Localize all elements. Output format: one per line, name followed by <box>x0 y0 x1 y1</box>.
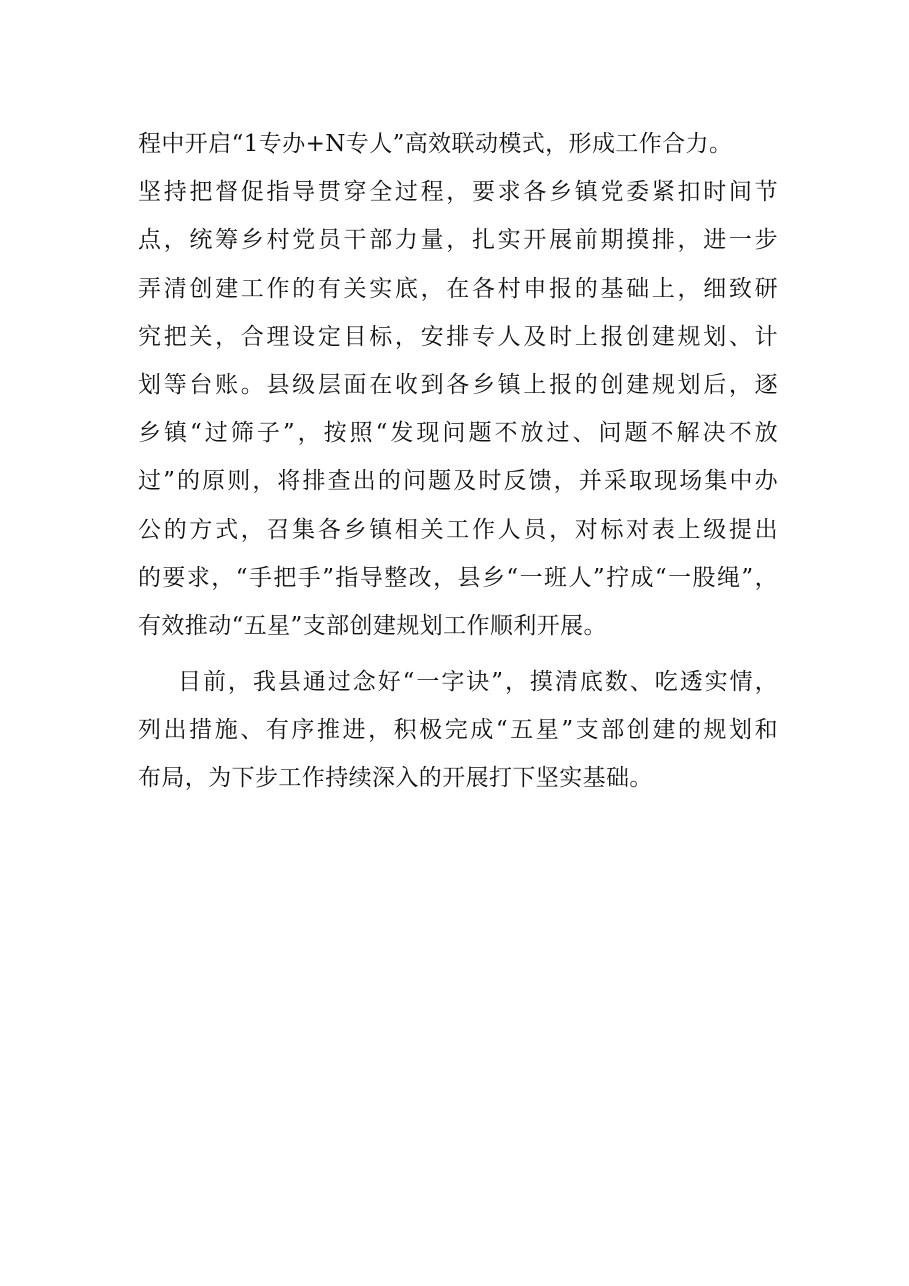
text-line: 弄清创建工作的有关实底，在各村申报的基础上，细致研 <box>138 275 778 302</box>
text-line: 的要求，“手把手”指导整改，县乡“一班人”拧成“一股绳”， <box>138 564 778 591</box>
paragraph-2 <box>138 658 778 803</box>
text-line: 有效推动“五星”支部创建规划工作顺利开展。 <box>138 612 607 639</box>
text-line: 目前，我县通过念好“一字诀”，摸清底数、吃透实情， <box>178 669 778 696</box>
text-line: 乡镇“过筛子”，按照“发现问题不放过、问题不解决不放 <box>138 420 778 447</box>
text-line: 坚持把督促指导贯穿全过程，要求各乡镇党委紧扣时间节 <box>138 179 778 206</box>
text-line: 程中开启“1专办+N专人”高效联动模式，形成工作合力。 <box>138 131 733 157</box>
text-line: 究把关，合理设定目标，安排专人及时上报创建规划、计 <box>138 323 778 350</box>
text-line: 布局，为下步工作持续深入的开展打下坚实基础。 <box>138 765 653 792</box>
text-line: 过”的原则，将排查出的问题及时反馈，并采取现场集中办 <box>138 468 778 495</box>
paragraph-1 <box>138 120 778 650</box>
text-line: 划等台账。县级层面在收到各乡镇上报的创建规划后，逐 <box>138 371 778 398</box>
text-line: 公的方式，召集各乡镇相关工作人员，对标对表上级提出 <box>138 516 778 543</box>
text-line: 列出措施、有序推进，积极完成“五星”支部创建的规划和 <box>138 717 778 744</box>
text-line: 点，统筹乡村党员干部力量，扎实开展前期摸排，进一步 <box>138 227 778 254</box>
paragraph-spacer <box>138 650 778 658</box>
document-body <box>138 120 778 803</box>
